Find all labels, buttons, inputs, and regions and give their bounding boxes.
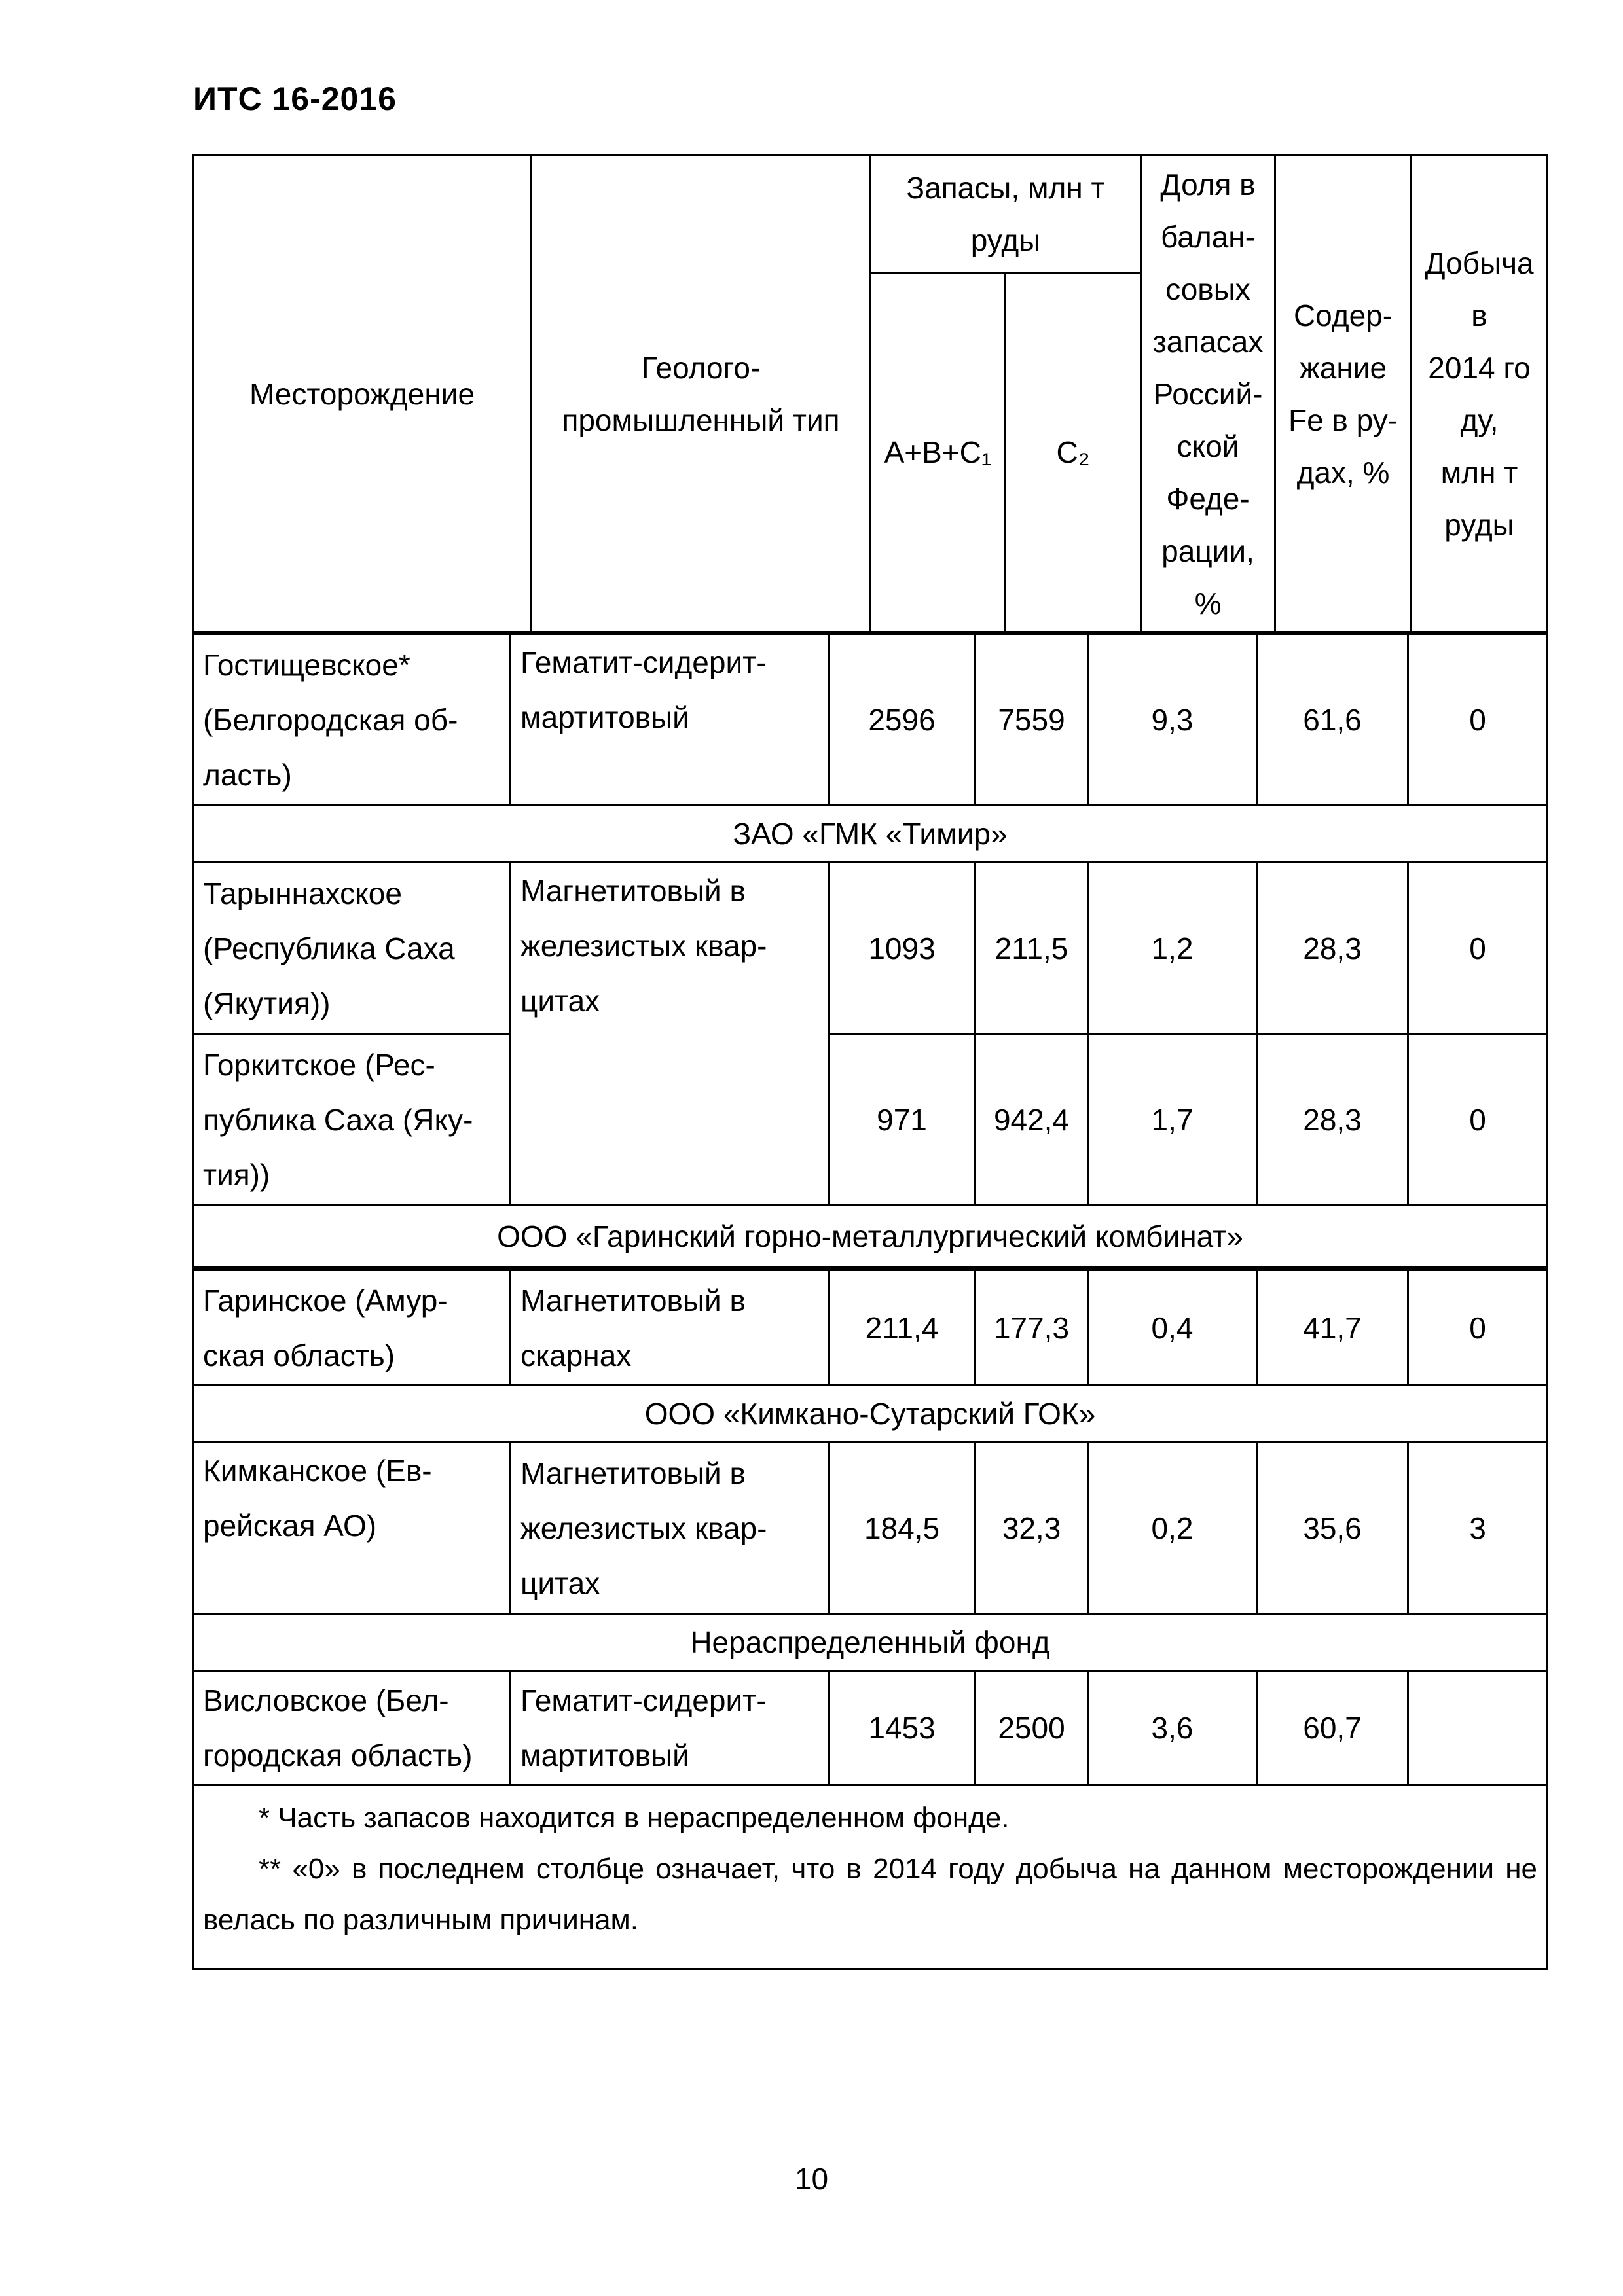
- cell-fe: 28,3: [1257, 863, 1408, 1034]
- header-fe-line: Содер-: [1293, 298, 1393, 332]
- cell-deposit: [193, 1671, 511, 1785]
- document-code: ИТС 16-2016: [193, 81, 397, 117]
- header-reserves-abc: А+В+С₁: [871, 273, 1006, 632]
- footnote-2: ** «0» в последнем столбце означает, что в 2014 году добыча на данном месторождении не велась по различным причинам.: [203, 1853, 1537, 1936]
- group-label: ЗАО «ГМК «Тимир»: [193, 806, 1548, 863]
- cell-line: (Белгородская об-: [203, 702, 458, 737]
- cell-line: ская область): [203, 1338, 395, 1372]
- header-fe-line: дах, %: [1296, 455, 1390, 490]
- cell-c2: 942,4: [976, 1034, 1088, 1206]
- cell-production: 0: [1408, 1269, 1548, 1386]
- cell-line: (Республика Саха: [203, 931, 455, 965]
- header-production: [1412, 156, 1548, 632]
- cell-share: 3,6: [1088, 1671, 1257, 1785]
- header-reserves-c2: С₂: [1006, 273, 1141, 632]
- cell-share: 0,4: [1088, 1269, 1257, 1386]
- header-share-line: ской: [1176, 429, 1239, 463]
- cell-line: тия)): [203, 1157, 270, 1192]
- table-row: [193, 863, 1548, 1034]
- cell-line: цитах: [520, 984, 600, 1018]
- header-share-line: совых: [1165, 272, 1250, 306]
- cell-type: [511, 863, 829, 1206]
- cell-share: 1,2: [1088, 863, 1257, 1034]
- header-deposit: Месторождение: [193, 156, 532, 632]
- cell-line: Гематит-сидерит-: [520, 1683, 767, 1717]
- cell-deposit: [193, 634, 511, 806]
- page-number: 10: [794, 2162, 829, 2196]
- group-row: [193, 1386, 1548, 1443]
- group-label: ООО «Кимкано-Сутарский ГОК»: [193, 1386, 1548, 1443]
- cell-line: Тарыннахское: [203, 876, 402, 910]
- cell-fe: 60,7: [1257, 1671, 1408, 1785]
- cell-share: 0,2: [1088, 1443, 1257, 1614]
- cell-line: Кимканское (Ев-: [203, 1454, 432, 1488]
- cell-line: публика Саха (Яку-: [203, 1102, 473, 1137]
- cell-c2: 7559: [976, 634, 1088, 806]
- cell-line: скарнах: [520, 1338, 632, 1372]
- header-production-line: в: [1471, 298, 1487, 332]
- cell-line: Гаринское (Амур-: [203, 1283, 448, 1318]
- cell-abc: 184,5: [829, 1443, 976, 1614]
- footnote-row: [193, 1785, 1548, 1969]
- cell-fe: 41,7: [1257, 1269, 1408, 1386]
- header-reserves-line: Запасы, млн т: [906, 171, 1105, 205]
- group-row: [193, 806, 1548, 863]
- header-share-line: Россий-: [1153, 376, 1263, 411]
- table-row: [193, 1443, 1548, 1614]
- cell-line: железистых квар-: [520, 1511, 767, 1545]
- header-fe-content: [1275, 156, 1412, 632]
- cell-abc: 1453: [829, 1671, 976, 1785]
- cell-line: Висловское (Бел-: [203, 1683, 449, 1717]
- cell-share: 9,3: [1088, 634, 1257, 806]
- header-share: [1141, 156, 1275, 632]
- cell-line: Гематит-сидерит-: [520, 645, 767, 679]
- group-row: [193, 1206, 1548, 1269]
- header-reserves: [871, 156, 1141, 273]
- header-share-line: %: [1194, 586, 1222, 620]
- cell-deposit: [193, 1034, 511, 1206]
- cell-line: городская область): [203, 1738, 473, 1772]
- header-geo-type-line: промышленный тип: [562, 403, 840, 437]
- cell-production: 0: [1408, 634, 1548, 806]
- header-fe-line: жание: [1299, 350, 1387, 385]
- header-production-line: млн т: [1440, 455, 1518, 490]
- header-production-line: 2014 го: [1428, 350, 1531, 385]
- cell-type: [511, 1443, 829, 1614]
- cell-production: 3: [1408, 1443, 1548, 1614]
- cell-line: Гостищевское*: [203, 647, 410, 682]
- cell-deposit: [193, 863, 511, 1034]
- cell-line: цитах: [520, 1566, 600, 1600]
- cell-line: мартитовый: [520, 700, 689, 734]
- table-row: [193, 1671, 1548, 1785]
- table-row: [193, 634, 1548, 806]
- cell-deposit: [193, 1269, 511, 1386]
- footnote-1: * Часть запасов находится в нераспределенном фонде.: [259, 1802, 1010, 1834]
- cell-abc: 1093: [829, 863, 976, 1034]
- cell-line: ласть): [203, 757, 292, 792]
- cell-line: рейская АО): [203, 1509, 377, 1543]
- footnotes: [193, 1785, 1548, 1969]
- header-geo-type: [532, 156, 871, 632]
- header-share-line: Феде-: [1166, 481, 1250, 516]
- cell-line: мартитовый: [520, 1738, 689, 1772]
- header-share-line: рации,: [1161, 533, 1254, 568]
- cell-deposit: [193, 1443, 511, 1614]
- cell-production: [1408, 1671, 1548, 1785]
- cell-c2: 177,3: [976, 1269, 1088, 1386]
- cell-production: 0: [1408, 863, 1548, 1034]
- cell-abc: 2596: [829, 634, 976, 806]
- cell-line: Магнетитовый в: [520, 1456, 746, 1490]
- group-label: ООО «Гаринский горно-металлургический комбинат»: [193, 1206, 1548, 1269]
- cell-line: Магнетитовый в: [520, 1283, 746, 1318]
- header-share-line: запасах: [1152, 324, 1264, 359]
- group-row: [193, 1614, 1548, 1671]
- header-production-line: руды: [1444, 507, 1514, 542]
- header-production-line: ду,: [1460, 403, 1499, 437]
- cell-line: Магнетитовый в: [520, 874, 746, 908]
- cell-abc: 971: [829, 1034, 976, 1206]
- header-reserves-line: руды: [970, 223, 1041, 257]
- cell-type: [511, 634, 829, 806]
- header-production-line: Добыча: [1425, 245, 1534, 280]
- group-label: Нераспределенный фонд: [193, 1614, 1548, 1671]
- header-share-line: Доля в: [1160, 167, 1256, 202]
- cell-fe: 28,3: [1257, 1034, 1408, 1206]
- header-fe-line: Fe в ру-: [1288, 403, 1398, 437]
- table-header: [192, 154, 1548, 633]
- cell-line: железистых квар-: [520, 929, 767, 963]
- cell-fe: 61,6: [1257, 634, 1408, 806]
- cell-production: 0: [1408, 1034, 1548, 1206]
- table-row: [193, 1269, 1548, 1386]
- cell-line: Горкитское (Рес-: [203, 1047, 435, 1082]
- cell-line: (Якутия)): [203, 986, 331, 1020]
- table-row: [193, 1034, 1548, 1206]
- header-geo-type-line: Геолого-: [641, 350, 761, 385]
- cell-type: [511, 1671, 829, 1785]
- cell-share: 1,7: [1088, 1034, 1257, 1206]
- deposits-table: [192, 633, 1548, 1970]
- cell-fe: 35,6: [1257, 1443, 1408, 1614]
- cell-c2: 211,5: [976, 863, 1088, 1034]
- cell-c2: 2500: [976, 1671, 1088, 1785]
- cell-abc: 211,4: [829, 1269, 976, 1386]
- header-share-line: балан-: [1161, 219, 1256, 254]
- cell-c2: 32,3: [976, 1443, 1088, 1614]
- cell-type: [511, 1269, 829, 1386]
